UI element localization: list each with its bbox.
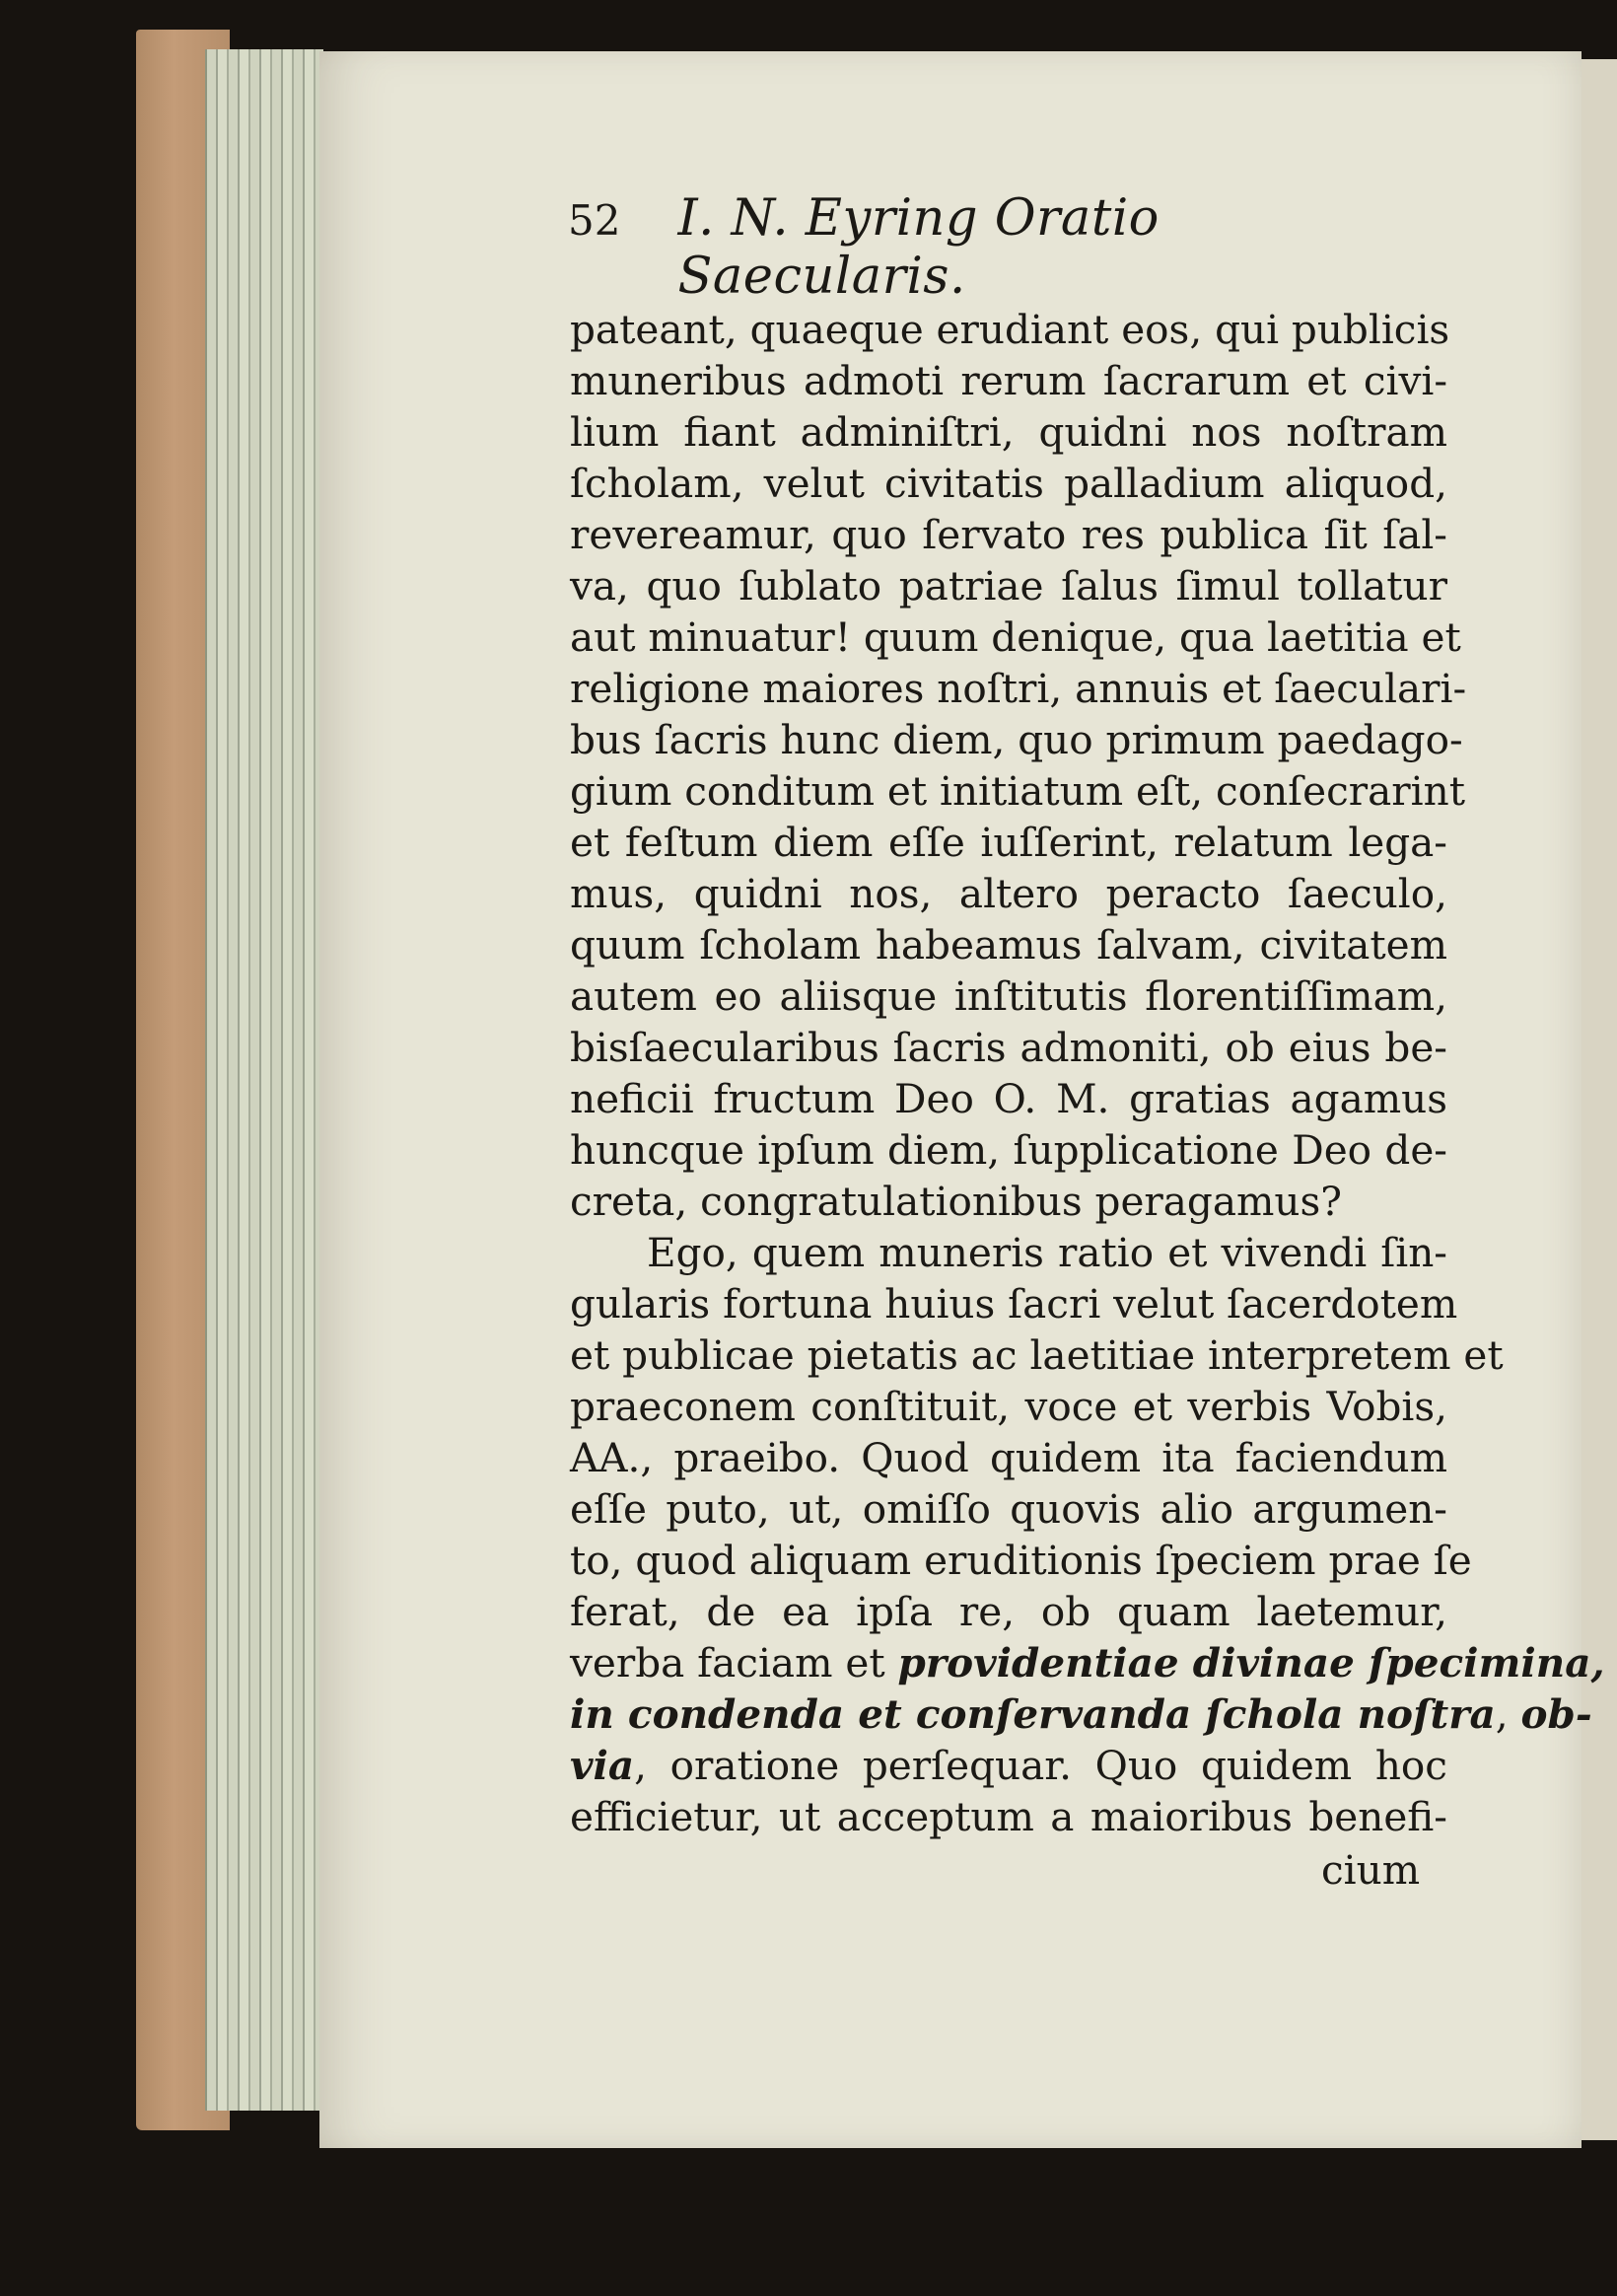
- text-italic: via: [570, 1742, 635, 1789]
- text-line: mus, quidni nos, altero peracto ſaeculo,: [570, 870, 1447, 917]
- text-line: efficietur, ut acceptum a maioribus benefi-: [570, 1793, 1447, 1840]
- text-line: et feſtum diem eſſe iuſſerint, relatum lega-: [570, 819, 1447, 866]
- text-line: ferat, de ea ipſa re, ob quam laetemur,: [570, 1588, 1447, 1635]
- text-line: Ego, quem muneris ratio et vivendi ſin-: [647, 1229, 1447, 1276]
- text-roman: verba faciam et: [570, 1639, 898, 1686]
- text-line: to, quod aliquam eruditionis ſpeciem prae ſe: [570, 1537, 1472, 1584]
- text-line: revereamur, quo ſervato res publica ſit ſal-: [570, 511, 1447, 558]
- text-roman: , oratione perſequar. Quo quidem hoc: [634, 1742, 1447, 1789]
- text-italic: providentiae divinae ſpecimina,: [897, 1639, 1605, 1686]
- catchword: cium: [1321, 1846, 1421, 1894]
- text-line: [570, 1688, 1592, 1740]
- text-line: lium fiant adminiſtri, quidni nos noſtram: [570, 408, 1447, 456]
- text-line: bisſaecularibus ſacris admoniti, ob eius be-: [570, 1024, 1447, 1071]
- text-line: autem eo aliisque inſtitutis florentiſſimam,: [570, 972, 1447, 1020]
- facing-page-edge: [1578, 59, 1617, 2140]
- text-line: bus ſacris hunc diem, quo primum paedago-: [570, 716, 1463, 763]
- text-line: gularis fortuna huius ſacri velut ſacerdotem: [570, 1280, 1458, 1327]
- text-italic: in condenda et conſervanda ſchola noſtra: [570, 1690, 1496, 1738]
- text-line: neficii fructum Deo O. M. gratias agamus: [570, 1075, 1447, 1122]
- text-line: religione maiores noſtri, annuis et ſaeculari-: [570, 665, 1467, 712]
- text-line: praeconem conſtituit, voce et verbis Vobis,: [570, 1383, 1447, 1430]
- text-line: ſcholam, velut civitatis palladium aliquod,: [570, 460, 1447, 507]
- text-line: huncque ipſum diem, ſupplicatione Deo de-: [570, 1126, 1447, 1174]
- page-edges: [205, 49, 323, 2111]
- text-line: [570, 1740, 1447, 1791]
- page-header: [568, 189, 1357, 306]
- text-line: aut minuatur! quum denique, qua laetitia et: [570, 613, 1461, 661]
- running-title: I. N. Eyring Oratio Saecularis.: [677, 189, 1160, 306]
- text-line: quum ſcholam habeamus ſalvam, civitatem: [570, 921, 1447, 969]
- text-line: et publicae pietatis ac laetitiae interpretem et: [570, 1331, 1504, 1379]
- text-line: pateant, quaeque erudiant eos, qui publicis: [570, 306, 1450, 353]
- text-line: gium conditum et initiatum eſt, conſecrarint: [570, 767, 1465, 815]
- text-line: creta, congratulationibus peragamus?: [570, 1178, 1342, 1225]
- text-italic: ob-: [1520, 1690, 1592, 1738]
- text-line: eſſe puto, ut, omiſſo quovis alio argumen-: [570, 1485, 1447, 1533]
- text-line: [570, 1637, 1605, 1688]
- text-line: muneribus admoti rerum ſacrarum et civi-: [570, 357, 1447, 404]
- body-text: [570, 304, 1605, 1842]
- text-roman: ,: [1495, 1690, 1521, 1738]
- text-line: va, quo ſublato patriae ſalus ſimul tollatur: [570, 562, 1447, 610]
- text-line: AA., praeibo. Quod quidem ita faciendum: [570, 1434, 1447, 1481]
- page-number: 52: [568, 196, 621, 245]
